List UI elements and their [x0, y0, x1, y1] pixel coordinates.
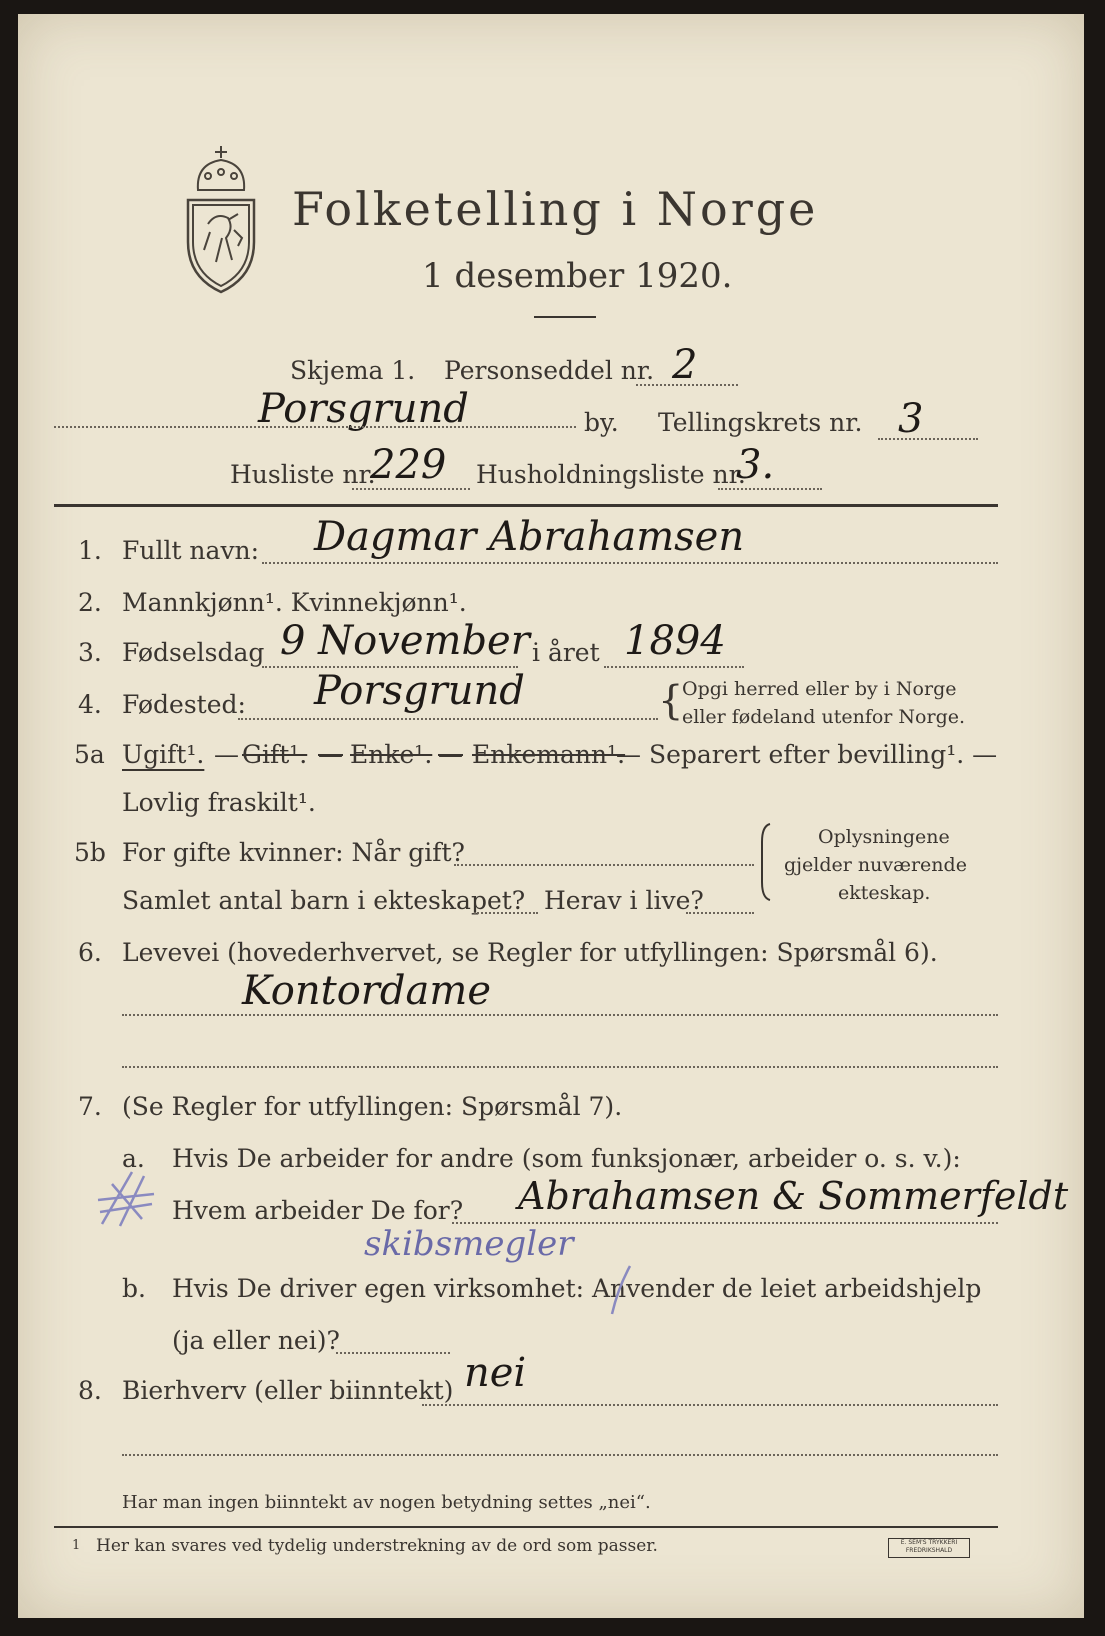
q1-value: Dagmar Abrahamsen	[314, 514, 745, 560]
dotted-line	[636, 384, 738, 386]
dotted-line	[474, 912, 538, 914]
husholdning-label: Husholdningsliste nr.	[476, 460, 746, 489]
q5a-enkemann: Enkemann¹.	[472, 740, 626, 769]
husliste-value: 229	[370, 442, 447, 488]
dotted-line	[336, 1352, 450, 1354]
q5a-ugift: Ugift¹.	[122, 740, 205, 769]
q5b-label-1: For gifte kvinner: Når gift?	[122, 838, 465, 867]
footnote-mark: 1	[72, 1538, 81, 1553]
q2-number: 2.	[78, 588, 102, 617]
q5b-label-3: Herav i live?	[544, 886, 704, 915]
dotted-line	[122, 1454, 998, 1456]
dotted-line	[454, 864, 754, 866]
dotted-line	[262, 562, 998, 564]
q6-number: 6.	[78, 938, 102, 967]
q7a-label-2: Hvem arbeider De for?	[172, 1196, 464, 1225]
census-form	[18, 14, 1084, 1618]
q8-label: Bierhverv (eller biinntekt)	[122, 1376, 454, 1405]
q5a-fraskilt: Lovlig fraskilt¹.	[122, 788, 316, 817]
dotted-line	[718, 488, 822, 490]
census-date: 1 desember 1920.	[422, 256, 733, 296]
q4-value: Porsgrund	[314, 668, 525, 714]
q5a-dash-1: —	[214, 740, 239, 769]
header-rule	[54, 504, 998, 507]
q5a-gift: Gift¹.	[242, 740, 308, 769]
tellingskrets-label: Tellingskrets nr.	[658, 408, 863, 437]
q3-value: 9 November	[280, 618, 530, 664]
q7a-value-2: skibsmegler	[364, 1224, 574, 1264]
biinntekt-note: Har man ingen biinntekt av nogen betydning settes „nei“.	[122, 1492, 651, 1513]
personseddel-value: 2	[672, 342, 698, 388]
q4-note-2: eller fødeland utenfor Norge.	[682, 706, 966, 728]
q2-label: Mannkjønn¹. Kvinnekjønn¹.	[122, 588, 467, 617]
q3-year-value: 1894	[624, 618, 726, 664]
q5b-label-2: Samlet antal barn i ekteskapet?	[122, 886, 526, 915]
skjema-label: Skjema 1.	[290, 356, 416, 385]
dotted-line	[352, 488, 470, 490]
dotted-line	[122, 1014, 998, 1016]
q1-number: 1.	[78, 536, 102, 565]
q4-label: Fødested:	[122, 690, 246, 719]
q7a-number: a.	[122, 1144, 145, 1173]
q5b-note-1: Oplysningene	[818, 826, 950, 848]
q5a-dash-3: —	[438, 740, 463, 769]
by-label: by.	[584, 408, 619, 437]
dotted-line	[686, 912, 754, 914]
pencil-stroke	[606, 1262, 636, 1318]
q7a-label-1: Hvis De arbeider for andre (som funksjonær, arbeider o. s. v.):	[172, 1144, 961, 1173]
q8-number: 8.	[78, 1376, 102, 1405]
pencil-mark	[92, 1164, 162, 1234]
printer-mark: E. SEM'S TRYKKERI FREDRIKSHALD	[888, 1538, 970, 1558]
q3-number: 3.	[78, 638, 102, 667]
dotted-line	[238, 718, 658, 720]
personseddel-label: Personseddel nr.	[444, 356, 655, 385]
q5a-enke: Enke¹.	[350, 740, 433, 769]
q4-number: 4.	[78, 690, 102, 719]
q1-label: Fullt navn:	[122, 536, 260, 565]
q5a-separert: — Separert efter bevilling¹. —	[616, 740, 998, 769]
q5a-number: 5a	[74, 740, 105, 769]
q3-label: Fødselsdag	[122, 638, 265, 667]
q6-label: Levevei (hovederhvervet, se Regler for utfyllingen: Spørsmål 6).	[122, 938, 938, 967]
q6-value: Kontordame	[242, 968, 491, 1014]
coat-of-arms-emblem	[176, 142, 266, 297]
q4-note-1: Opgi herred eller by i Norge	[682, 678, 957, 700]
q5b-note-2: gjelder nuværende	[784, 854, 967, 876]
q7-label: (Se Regler for utfyllingen: Spørsmål 7).	[122, 1092, 623, 1121]
q7b-number: b.	[122, 1274, 146, 1303]
tellingskrets-value: 3	[898, 396, 924, 442]
dotted-line	[422, 1404, 998, 1406]
q3-year-label: i året	[532, 638, 600, 667]
q7-number: 7.	[78, 1092, 102, 1121]
form-title: Folketelling i Norge	[292, 182, 819, 236]
q5b-number: 5b	[74, 838, 106, 867]
title-divider	[534, 316, 596, 318]
dotted-line	[878, 438, 978, 440]
q7b-label-2: (ja eller nei)?	[172, 1326, 340, 1355]
q5b-note-3: ekteskap.	[838, 882, 931, 904]
q4-brace: {	[658, 678, 684, 724]
husliste-label: Husliste nr.	[230, 460, 376, 489]
q7a-value: Abrahamsen & Sommerfeldt	[518, 1174, 1069, 1218]
dotted-line	[604, 666, 744, 668]
by-value: Porsgrund	[258, 386, 469, 432]
q5b-bracket	[758, 822, 774, 902]
q7b-label-1: Hvis De driver egen virksomhet: Anvender de leiet arbeidshjelp	[172, 1274, 982, 1303]
q5a-dash-2: —	[318, 740, 343, 769]
dotted-line	[122, 1066, 998, 1068]
q8-value: nei	[464, 1350, 527, 1396]
footer-rule	[54, 1526, 998, 1528]
footnote-text: Her kan svares ved tydelig understrekning av de ord som passer.	[96, 1536, 658, 1556]
dotted-line	[54, 426, 576, 428]
husholdning-value: 3.	[736, 442, 775, 488]
